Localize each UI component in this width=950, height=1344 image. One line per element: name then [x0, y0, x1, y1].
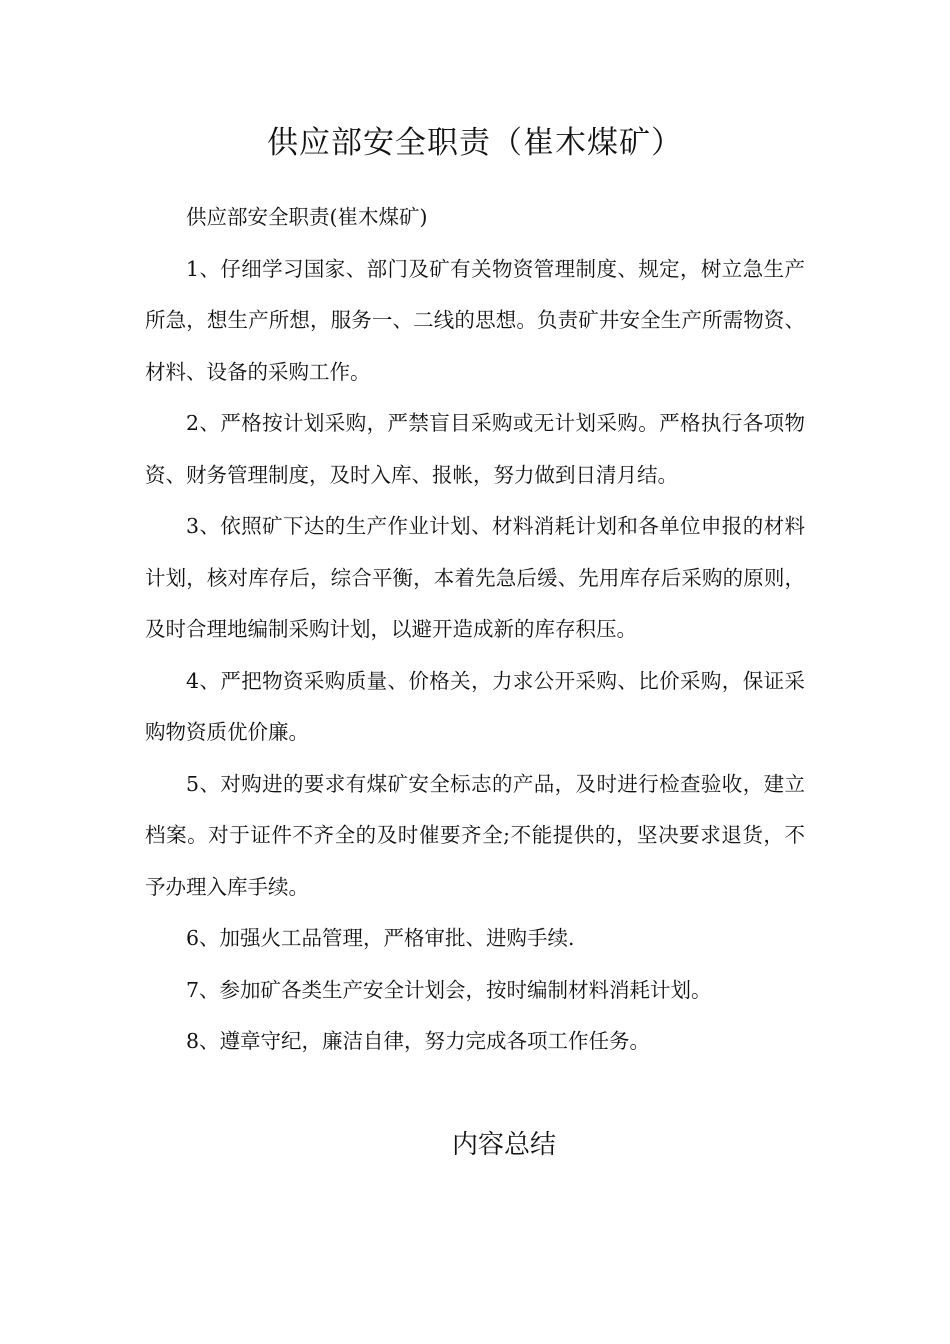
duty-item-6: 6、加强火工品管理，严格审批、进购手续.: [186, 926, 575, 950]
duty-item-1: 1、仔细学习国家、部门及矿有关物资管理制度、规定，树立急生产所急，想生产所想，服务一、二线的思想。负责矿井安全生产所需物资、材料、设备的采购工作。: [145, 256, 805, 384]
summary-heading: 内容总结: [451, 1130, 556, 1160]
document-body: [145, 192, 805, 1068]
document-title: 供应部安全职责（崔木煤矿）: [267, 125, 683, 161]
duty-item-4: 4、严把物资采购质量、价格关，力求公开采购、比价采购，保证采购物资质优价廉。: [145, 668, 805, 744]
duty-item-8: 8、遵章守纪，廉洁自律，努力完成各项工作任务。: [186, 1029, 651, 1053]
duty-item-5: 5、对购进的要求有煤矿安全标志的产品，及时进行检查验收，建立档案。对于证件不齐全的及时催要齐全;不能提供的，坚决要求退货，不予办理入库手续。: [145, 771, 805, 899]
duty-item-3: 3、依照矿下达的生产作业计划、材料消耗计划和各单位申报的材料计划，核对库存后，综合平衡，本着先急后缓、先用库存后采购的原则，及时合理地编制采购计划，以避开造成新的库存积压。: [145, 514, 805, 641]
subtitle-paragraph: 供应部安全职责(崔木煤矿): [186, 205, 428, 229]
duty-item-7: 7、参加矿各类生产安全计划会，按时编制材料消耗计划。: [186, 977, 712, 1002]
duty-item-2: 2、严格按计划采购，严禁盲目采购或无计划采购。严格执行各项物资、财务管理制度，及时入库、报帐，努力做到日清月结。: [145, 411, 805, 487]
